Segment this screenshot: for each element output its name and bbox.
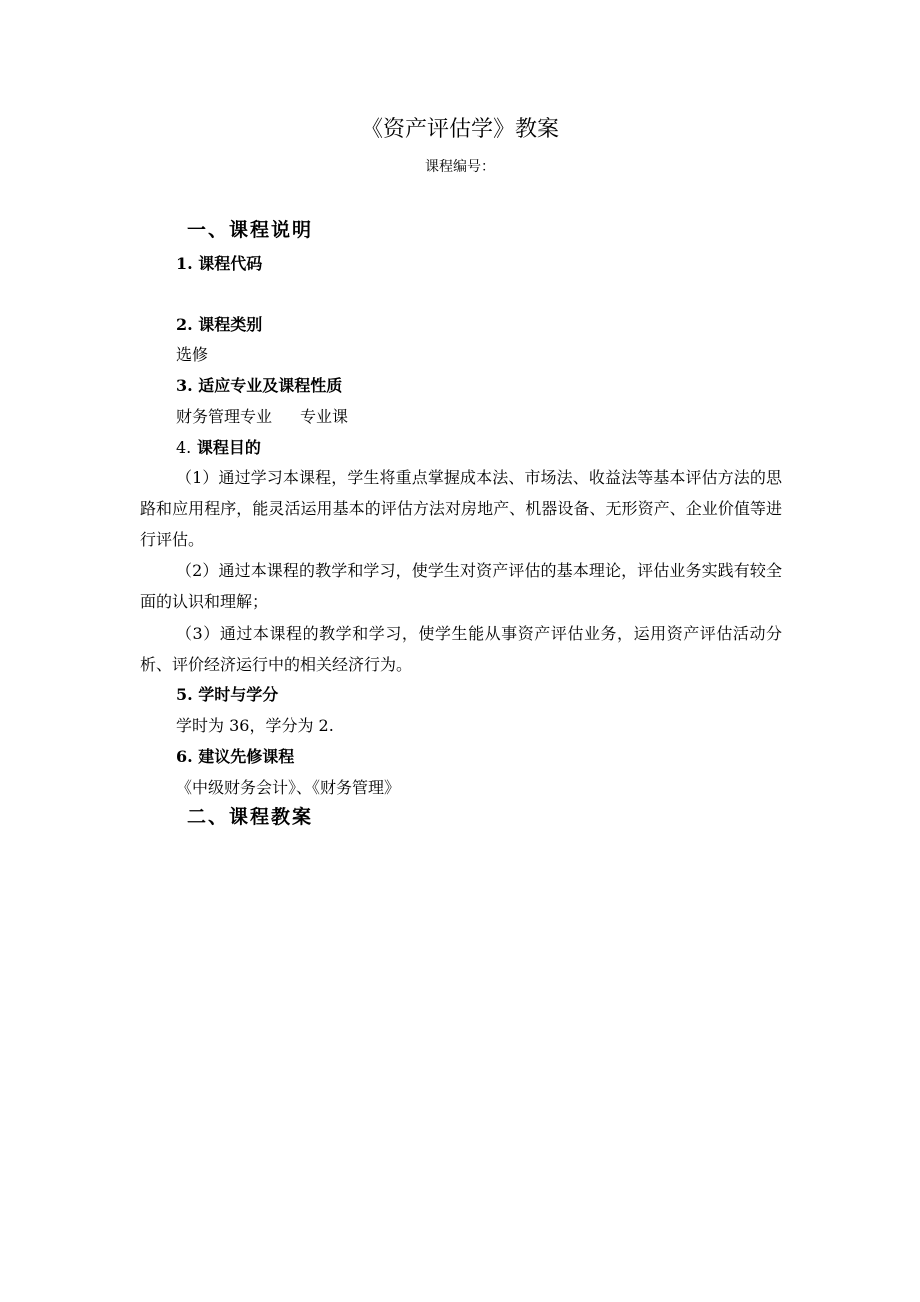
item-title: 建议先修课程 [198,747,295,766]
applicable-major: 财务管理专业 [176,407,273,426]
item-number: 3. [176,376,193,395]
document-title: 《资产评估学》教案 [360,117,559,142]
item-title: 适应专业及课程性质 [198,376,343,395]
prerequisites-value: 《中级财务会计》、《财务管理》 [176,778,401,797]
item-title: 课程类别 [198,315,263,334]
item-title: 课程目的 [196,438,261,457]
section-heading-course-plan: 二、课程教案 [187,806,314,828]
item-title: 课程代码 [198,254,263,273]
course-number-label: 课程编号： [425,159,495,175]
item-heading-course-code [176,251,262,277]
item-heading-hours-and-credits [176,682,278,708]
item-heading-course-category [176,312,262,338]
objective-paragraph-2: （2）通过本课程的教学和学习，使学生对资产评估的基本理论，评估业务实践有较全面的认识和理解； [140,561,782,611]
item-heading-major-and-nature [176,373,342,399]
item-heading-prerequisites [176,744,294,770]
item-number: 4. [176,438,192,457]
item-number: 1. [176,254,193,273]
item-heading-course-objectives [176,435,261,461]
hours-and-credits-value: 学时为 36，学分为 2. [176,716,334,735]
course-category-value: 选修 [176,345,209,364]
item-number: 5. [176,685,193,704]
major-and-nature-value [176,404,348,430]
objective-paragraph-1: （1）通过学习本课程，学生将重点掌握成本法、市场法、收益法等基本评估方法的思路和应用程序，能灵活运用基本的评估方法对房地产、机器设备、无形资产、企业价值等进行评估。 [140,468,782,549]
objective-paragraph-3: （3）通过本课程的教学和学习，使学生能从事资产评估业务，运用资产评估活动分析、评价经济运行中的相关经济行为。 [140,624,782,674]
item-number: 6. [176,747,193,766]
section-heading-course-description: 一、课程说明 [187,219,314,241]
item-title: 学时与学分 [198,685,279,704]
item-number: 2. [176,315,193,334]
course-nature: 专业课 [300,407,349,426]
